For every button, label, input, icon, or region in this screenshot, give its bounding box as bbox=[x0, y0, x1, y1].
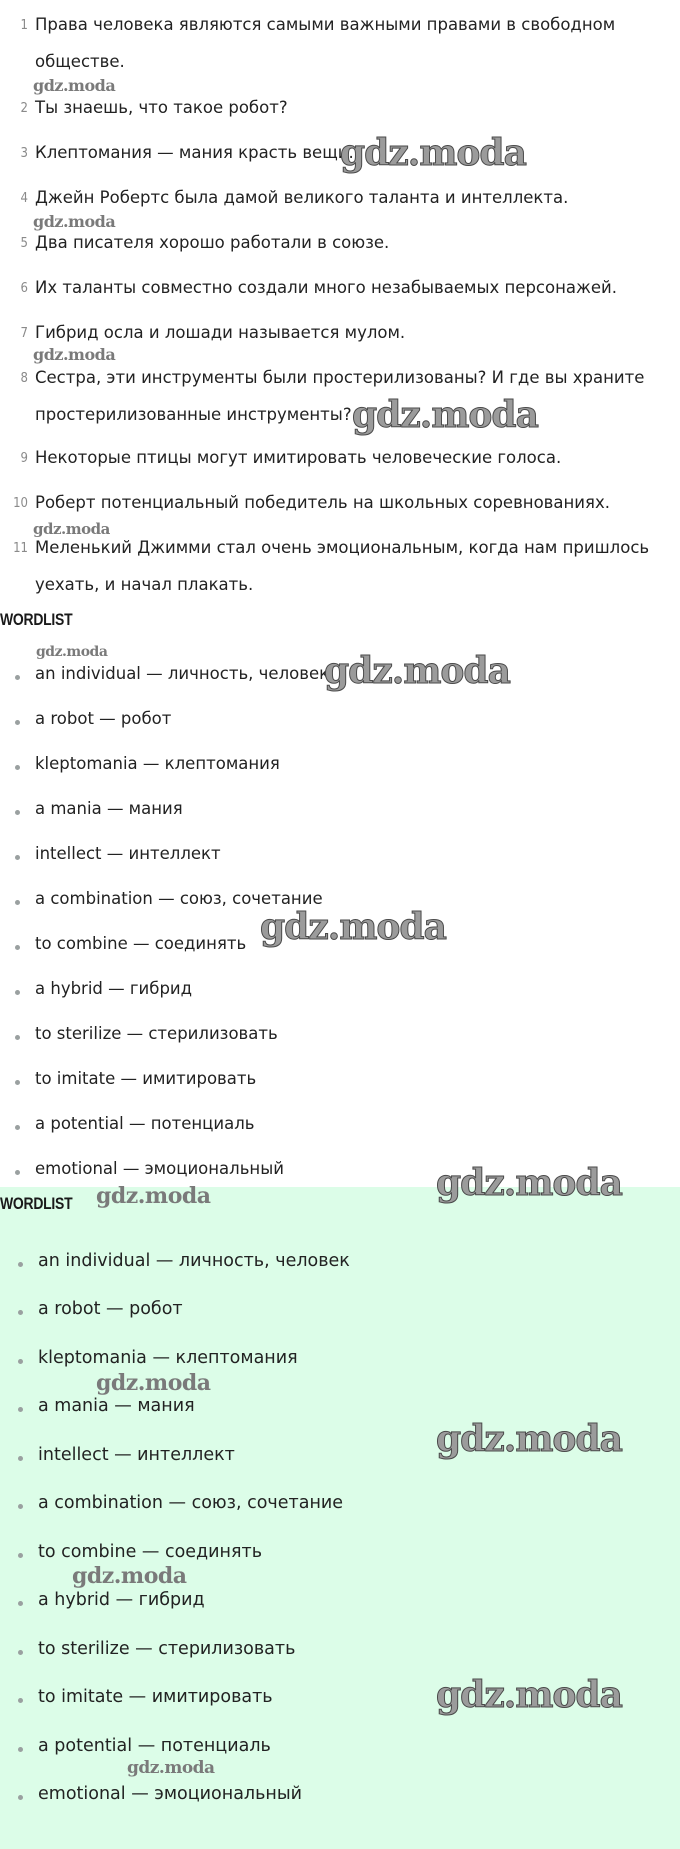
list-item-text: a robot — робот bbox=[35, 709, 172, 728]
sentence-number: 4 bbox=[20, 191, 28, 206]
list-item-text: emotional — эмоциональный bbox=[38, 1784, 303, 1804]
sentence-number: 5 bbox=[20, 236, 28, 251]
watermark: gdz.moda bbox=[436, 1162, 622, 1204]
bullet-icon bbox=[15, 990, 20, 995]
sentence-line: Роберт потенциальный победитель на школьных соревнованиях. bbox=[35, 493, 610, 512]
list-item-text: intellect — интеллект bbox=[38, 1445, 235, 1465]
bullet-icon bbox=[18, 1456, 23, 1461]
list-item-text: an individual — личность, человек bbox=[38, 1251, 350, 1271]
sentence-line: Джейн Робертс была дамой великого таланта и интеллекта. bbox=[35, 188, 569, 207]
list-item-text: to combine — соединять bbox=[38, 1542, 263, 1562]
sentence-line: Гибрид осла и лошади называется мулом. bbox=[35, 323, 406, 342]
bullet-icon bbox=[15, 810, 20, 815]
watermark: gdz.moda bbox=[260, 906, 446, 948]
bullet-icon bbox=[15, 855, 20, 860]
list-item-text: to combine — соединять bbox=[35, 934, 247, 953]
sentence-line: Ты знаешь, что такое робот? bbox=[35, 98, 288, 117]
sentence-line: Некоторые птицы могут имитировать человеческие голоса. bbox=[35, 448, 562, 467]
bullet-icon bbox=[15, 900, 20, 905]
watermark: gdz.moda bbox=[436, 1418, 622, 1460]
list-item-text: kleptomania — клептомания bbox=[38, 1348, 298, 1368]
sentence-line: Два писателя хорошо работали в союзе. bbox=[35, 233, 390, 252]
sentence-line: Меленький Джимми стал очень эмоциональным, когда нам пришлось bbox=[35, 538, 650, 557]
bullet-icon bbox=[18, 1795, 23, 1800]
watermark: gdz.moda bbox=[340, 132, 526, 174]
bullet-icon bbox=[18, 1359, 23, 1364]
watermark: gdz.moda bbox=[33, 345, 116, 364]
list-item-text: a mania — мания bbox=[35, 799, 183, 818]
sentence-line: уехать, и начал плакать. bbox=[35, 575, 254, 594]
watermark: gdz.moda bbox=[96, 1370, 211, 1396]
list-item-text: a mania — мания bbox=[38, 1396, 195, 1416]
bullet-icon bbox=[18, 1747, 23, 1752]
bullet-icon bbox=[15, 720, 20, 725]
watermark: gdz.moda bbox=[33, 76, 116, 95]
bullet-icon bbox=[18, 1553, 23, 1558]
bullet-icon bbox=[18, 1310, 23, 1315]
watermark: gdz.moda bbox=[352, 394, 538, 436]
bullet-icon bbox=[15, 675, 20, 680]
bullet-icon bbox=[15, 945, 20, 950]
watermark: gdz.moda bbox=[436, 1674, 622, 1716]
list-item-text: an individual — личность, человек bbox=[35, 664, 330, 683]
list-item-text: a potential — потенциаль bbox=[38, 1736, 271, 1756]
sentence-number: 10 bbox=[13, 496, 28, 511]
list-item-text: to imitate — имитировать bbox=[35, 1069, 257, 1088]
list-item-text: to imitate — имитировать bbox=[38, 1687, 273, 1707]
bullet-icon bbox=[18, 1650, 23, 1655]
sentence-number: 1 bbox=[20, 18, 28, 33]
list-item-text: to sterilize — стерилизовать bbox=[38, 1639, 296, 1659]
watermark: gdz.moda bbox=[33, 212, 116, 231]
watermark: gdz.moda bbox=[324, 650, 510, 692]
sentence-number: 9 bbox=[20, 451, 28, 466]
list-item-text: a hybrid — гибрид bbox=[38, 1590, 205, 1610]
list-item-text: to sterilize — стерилизовать bbox=[35, 1024, 278, 1043]
list-item-text: emotional — эмоциональный bbox=[35, 1159, 284, 1178]
list-item-text: a combination — союз, сочетание bbox=[35, 889, 323, 908]
list-item-text: a potential — потенциаль bbox=[35, 1114, 255, 1133]
bullet-icon bbox=[18, 1601, 23, 1606]
wordlist-heading: WORDLIST bbox=[0, 1194, 73, 1213]
bullet-icon bbox=[15, 765, 20, 770]
sentence-number: 11 bbox=[13, 541, 28, 556]
list-item-text: a robot — робот bbox=[38, 1299, 183, 1319]
sentence-number: 3 bbox=[20, 146, 28, 161]
sentence-line: Клептомания — мания красть вещи. bbox=[35, 143, 354, 162]
sentence-number: 2 bbox=[20, 101, 28, 116]
watermark: gdz.moda bbox=[36, 644, 108, 660]
sentence-line: обществе. bbox=[35, 52, 125, 71]
list-item-text: kleptomania — клептомания bbox=[35, 754, 280, 773]
bullet-icon bbox=[15, 1170, 20, 1175]
bullet-icon bbox=[18, 1407, 23, 1412]
bullet-icon bbox=[15, 1125, 20, 1130]
watermark: gdz.moda bbox=[33, 520, 110, 538]
watermark: gdz.moda bbox=[96, 1183, 211, 1209]
sentence-line: Сестра, эти инструменты были простерилизованы? И где вы храните bbox=[35, 368, 645, 387]
list-item-text: intellect — интеллект bbox=[35, 844, 221, 863]
bullet-icon bbox=[18, 1698, 23, 1703]
watermark: gdz.moda bbox=[127, 1758, 215, 1778]
sentence-number: 6 bbox=[20, 281, 28, 296]
list-item-text: a combination — союз, сочетание bbox=[38, 1493, 344, 1513]
watermark: gdz.moda bbox=[72, 1563, 187, 1589]
bullet-icon bbox=[18, 1262, 23, 1267]
sentence-line: простерилизованные инструменты? bbox=[35, 405, 352, 424]
sentence-number: 8 bbox=[20, 371, 28, 386]
sentence-number: 7 bbox=[20, 326, 28, 341]
bullet-icon bbox=[18, 1504, 23, 1509]
wordlist-heading: WORDLIST bbox=[0, 610, 73, 629]
bullet-icon bbox=[15, 1035, 20, 1040]
bullet-icon bbox=[15, 1080, 20, 1085]
sentence-line: Их таланты совместно создали много незабываемых персонажей. bbox=[35, 278, 617, 297]
list-item-text: a hybrid — гибрид bbox=[35, 979, 193, 998]
sentence-line: Права человека являются самыми важными правами в свободном bbox=[35, 15, 616, 34]
